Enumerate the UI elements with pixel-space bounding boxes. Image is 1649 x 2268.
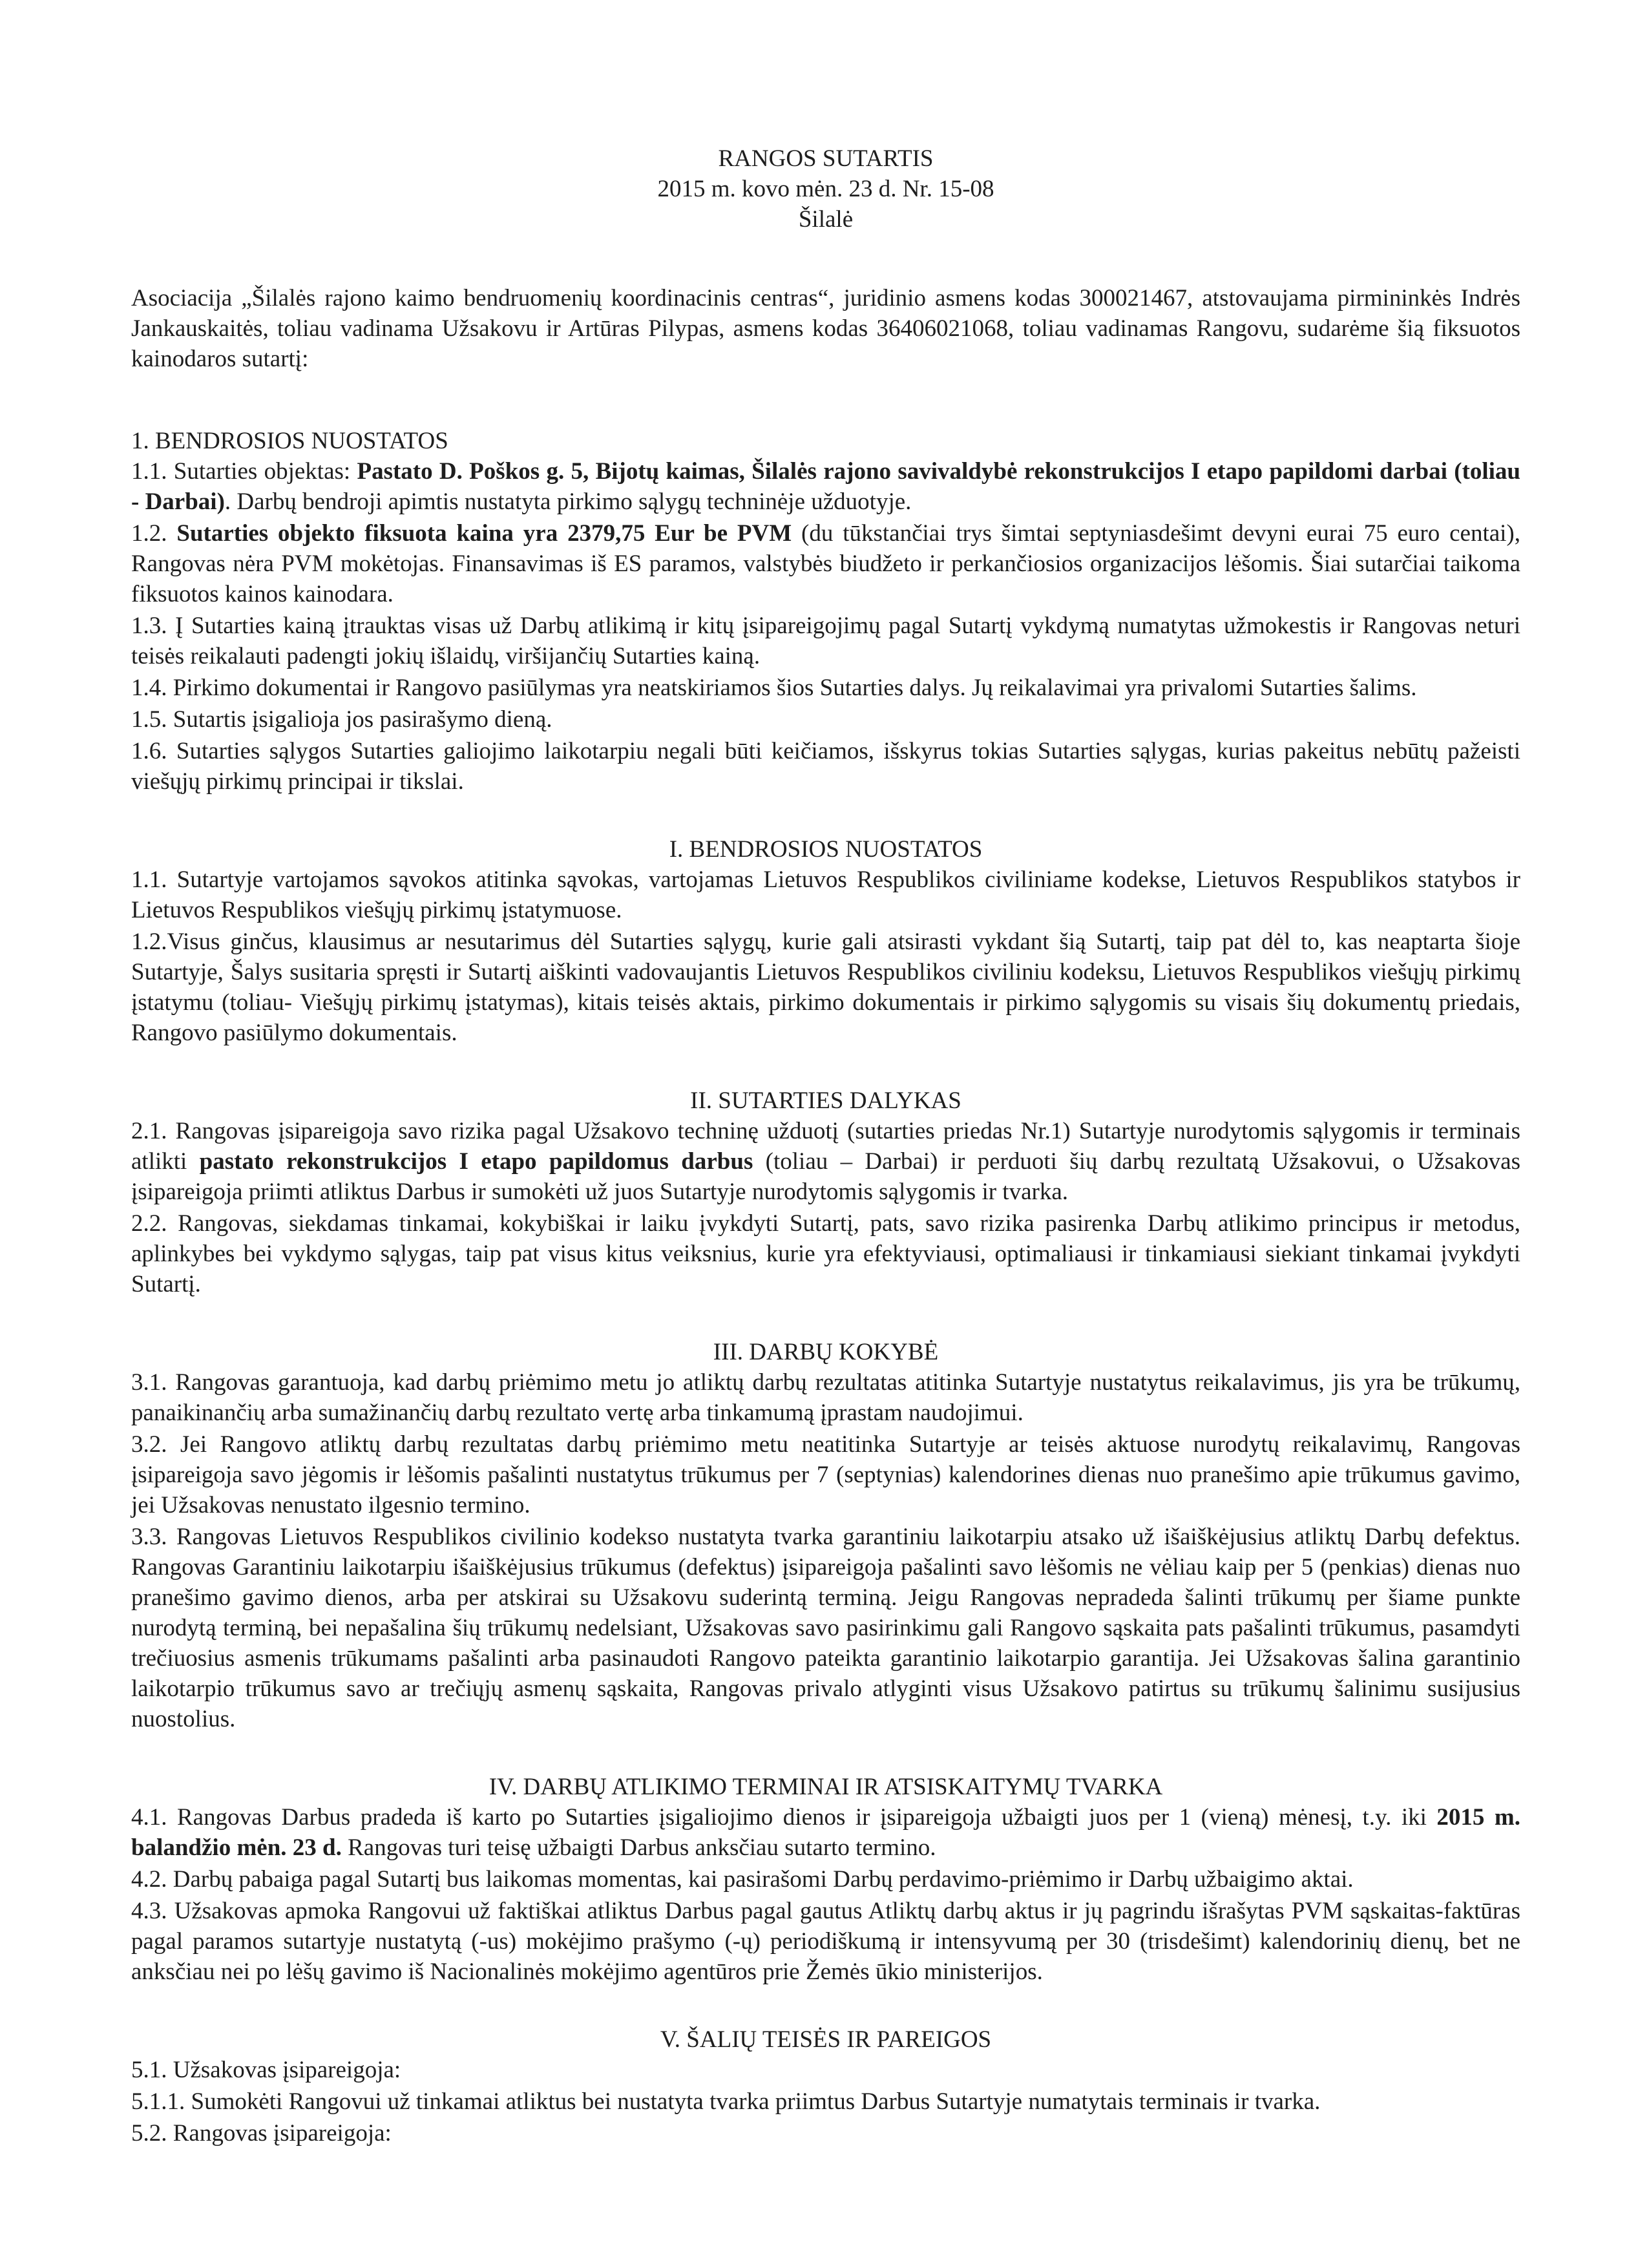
clause-text: 1.5. Sutartis įsigalioja jos pasirašymo dieną. — [131, 706, 552, 733]
clause-text: 4.1. Rangovas Darbus pradeda iš karto po Sutarties įsigaliojimo dienos ir įsipareigoja užbaigti juos per 1 (vieną) mėnesį, t.y. iki — [131, 1804, 1437, 1831]
clause-text: 1.3. Į Sutarties kainą įtrauktas visas už Darbų atlikimą ir kitų įsipareigojimų pagal Sutartį vykdymą numatytas užmokestis ir Rangovas neturi teisės reikalauti padengti jokių išlaidų, viršijančių Sutarties kainą. — [131, 613, 1520, 669]
clause-text: 4.3. Užsakovas apmoka Rangovui už faktiškai atliktus Darbus pagal gautus Atliktų darbų aktus ir jų pagrindu išrašytas PVM sąskaitas-faktūras pagal paramos sutartyje nustatytą (-us) mokėjimo prašymo (-ų) periodiškumą ir intensyvumą per 30 (trisdešimt) kalendorinių dienų, bet ne anksčiau nei po lėšų gavimo iš Nacionalinės mokėjimo agentūros prie Žemės ūkio ministerijos. — [131, 1898, 1520, 1985]
clause-paragraph — [131, 736, 1520, 797]
clause-text: (toliau – Darbai) ir perduoti šių darbų rezultatą Užsakovui, o Užsakovas įsipareigoja priimti atliktus Darbus ir sumokėti už juos Sutartyje nurodytomis sąlygomis ir tvarka. — [131, 1148, 1520, 1205]
clause-text-bold: Pastato D. Poškos g. 5, Bijotų kaimas, Šilalės rajono savivaldybė rekonstrukcijos I etapo papildomi darbai (toliau - Darbai) — [131, 458, 1520, 515]
clause-text: 1.4. Pirkimo dokumentai ir Rangovo pasiūlymas yra neatskiriamos šios Sutarties dalys. Jų reikalavimai yra privalomi Sutarties šalims. — [131, 675, 1417, 701]
clause-text: 1.2.Visus ginčus, klausimus ar nesutarimus dėl Sutarties sąlygų, kurie gali atsirasti vykdant šią Sutartį, taip pat dėl to, kas neaptarta šioje Sutartyje, Šalys susitaria spręsti ir Sutartį aiškinti vadovaujantis Lietuvos Respublikos civiliniu kodeksu, Lietuvos Respublikos viešųjų pirkimų įstatymu (toliau- Viešųjų pirkimų įstatymas), kitais teisės aktais, pirkimo dokumentais ir pirkimo sąlygomis su visais šių dokumentų priedais, Rangovo pasiūlymo dokumentais. — [131, 929, 1520, 1046]
clause-paragraph — [131, 1116, 1520, 1207]
clause-text: 5.2. Rangovas įsipareigoja: — [131, 2120, 392, 2147]
contract-section — [131, 1086, 1520, 1299]
clause-text: 3.2. Jei Rangovo atliktų darbų rezultatas darbų priėmimo metu neatitinka Sutartyje ar teisės aktuose nurodytų reikalavimų, Rangovas įsipareigoja savo jėgomis ir lėšomis pašalinti nustatytus trūkumus per 7 (septynias) kalendorines dienas nuo pranešimo apie trūkumus gavimo, jei Užsakovas nenustato ilgesnio termino. — [131, 1431, 1520, 1518]
contract-page — [131, 143, 1520, 2150]
clause-text: 1.1. Sutarties objektas: — [131, 458, 357, 485]
document-place: Šilalė — [798, 206, 854, 233]
clause-text: 1.1. Sutartyje vartojamos sąvokos atitinka sąvokas, vartojamas Lietuvos Respublikos civiliniame kodekse, Lietuvos Respublikos statybos ir Lietuvos Respublikos viešųjų pirkimų įstatymuose. — [131, 866, 1520, 923]
clause-text-bold: 2015 m. balandžio mėn. 23 d. — [131, 1804, 1520, 1861]
contract-section — [131, 2024, 1520, 2148]
contract-section — [131, 426, 1520, 797]
document-title: RANGOS SUTARTIS — [718, 145, 934, 172]
clause-text: 1.2. — [131, 520, 177, 547]
clause-paragraph — [131, 2118, 1520, 2148]
section-heading: II. SUTARTIES DALYKAS — [690, 1087, 961, 1114]
clause-text: 1.6. Sutarties sąlygos Sutarties galiojimo laikotarpiu negali būti keičiamos, išskyrus tokias Sutarties sąlygas, kurias pakeitus nebūtų pažeisti viešųjų pirkimų principai ir tikslai. — [131, 738, 1520, 795]
clause-paragraph — [131, 927, 1520, 1048]
clause-paragraph — [131, 704, 1520, 735]
clause-text: 2.2. Rangovas, siekdamas tinkamai, kokybiškai ir laiku įvykdyti Sutartį, pats, savo rizika pasirenka Darbų atlikimo principus ir metodus, aplinkybes bei vykdymo sąlygas, taip pat visus kitus veiksnius, kurie yra efektyviausi, optimaliausi ir tinkamiausi siekiant tinkamai įvykdyti Sutartį. — [131, 1210, 1520, 1297]
clause-paragraph — [131, 1208, 1520, 1299]
contract-section — [131, 1337, 1520, 1734]
section-heading: V. ŠALIŲ TEISĖS IR PAREIGOS — [660, 2026, 992, 2053]
section-heading: III. DARBŲ KOKYBĖ — [713, 1339, 939, 1365]
clause-paragraph — [131, 518, 1520, 609]
document-date-number: 2015 m. kovo mėn. 23 d. Nr. 15-08 — [657, 176, 994, 202]
clause-paragraph — [131, 1367, 1520, 1428]
clause-text: 4.2. Darbų pabaiga pagal Sutartį bus laikomas momentas, kai pasirašomi Darbų perdavimo-priėmimo ir Darbų užbaigimo aktai. — [131, 1866, 1354, 1893]
clause-text: 2.1. Rangovas įsipareigoja savo rizika pagal Užsakovo techninę užduotį (sutarties priedas Nr.1) Sutartyje nurodytomis sąlygomis ir terminais atlikti — [131, 1118, 1520, 1175]
clause-text: 3.3. Rangovas Lietuvos Respublikos civilinio kodekso nustatyta tvarka garantiniu laikotarpiu atsako už išaiškėjusius atliktų Darbų defektus. Rangovas Garantiniu laikotarpiu išaiškėjusius trūkumus (defektus) įsipareigoja pašalinti savo lėšomis ne vėliau kaip per 5 (penkias) dienas nuo pranešimo gavimo dienos, arba per atskirai su Užsakovu suderintą terminą. Jeigu Rangovas nepradeda šalinti trūkumų per šiame punkte nurodytą terminą, bei nepašalina šių trūkumų nedelsiant, Užsakovas savo pasirinkimu gali Rangovo sąskaita pats pašalinti trūkumus, pasamdyti trečiuosius asmenis trūkumams pašalinti arba pasinaudoti Rangovo pateikta garantinio laikotarpio garantija. Jei Užsakovas šalina garantinio laikotarpio trūkumus savo ar trečiųjų asmenų sąskaita, Rangovas privalo atlyginti visus Užsakovo patirtus su trūkumų šalinimu susijusius nuostolius. — [131, 1524, 1520, 1732]
clause-text: 5.1. Užsakovas įsipareigoja: — [131, 2057, 401, 2083]
section-heading: I. BENDROSIOS NUOSTATOS — [669, 836, 983, 863]
clause-text: . Darbų bendroji apimtis nustatyta pirkimo sąlygų techninėje užduotyje. — [224, 488, 912, 515]
section-heading: 1. BENDROSIOS NUOSTATOS — [131, 428, 448, 454]
section-heading: IV. DARBŲ ATLIKIMO TERMINAI IR ATSISKAITYMŲ TVARKA — [488, 1774, 1163, 1800]
clause-text-bold: Sutarties objekto fiksuota kaina yra 2379,75 Eur be PVM — [176, 520, 792, 547]
contract-section — [131, 834, 1520, 1048]
clause-paragraph — [131, 1522, 1520, 1734]
clause-paragraph — [131, 611, 1520, 671]
clause-paragraph — [131, 2055, 1520, 2085]
clause-paragraph — [131, 1896, 1520, 1987]
clause-text-bold: pastato rekonstrukcijos I etapo papildomus darbus — [199, 1148, 753, 1175]
contract-section — [131, 1772, 1520, 1987]
clause-text: 3.1. Rangovas garantuoja, kad darbų priėmimo metu jo atliktų darbų rezultatas atitinka Sutartyje nustatytus reikalavimus, jis yra be trūkumų, panaikinančių arba sumažinančių darbų rezultato vertę arba tinkamumą įprastam naudojimui. — [131, 1369, 1520, 1426]
clause-paragraph — [131, 1429, 1520, 1520]
clause-text: Rangovas turi teisę užbaigti Darbus anksčiau sutarto termino. — [341, 1834, 936, 1861]
contract-parties-intro: Asociacija „Šilalės rajono kaimo bendruomenių koordinacinis centras“, juridinio asmens kodas 300021467, atstovaujama pirmininkės Indrės Jankauskaitės, toliau vadinama Užsakovu ir Artūras Pilypas, asmens kodas 36406021068, toliau vadinamas Rangovu, sudarėme šią fiksuotos kainodaros sutartį: — [131, 285, 1520, 372]
clause-text: 5.1.1. Sumokėti Rangovui už tinkamai atliktus bei nustatyta tvarka priimtus Darbus Sutartyje numatytais terminais ir tvarka. — [131, 2088, 1321, 2115]
contract-sections — [131, 426, 1520, 2148]
clause-paragraph — [131, 673, 1520, 703]
clause-paragraph — [131, 865, 1520, 925]
clause-paragraph — [131, 2086, 1520, 2117]
clause-paragraph — [131, 1864, 1520, 1895]
clause-text: (du tūkstančiai trys šimtai septyniasdešimt devyni eurai 75 euro centai), Rangovas nėra PVM mokėtojas. Finansavimas iš ES paramos, valstybės biudžeto ir perkančiosios organizacijos lėšomis. Šiai sutarčiai taikoma fiksuotos kainos kainodara. — [131, 520, 1521, 607]
clause-paragraph — [131, 456, 1520, 517]
clause-paragraph — [131, 1802, 1520, 1863]
